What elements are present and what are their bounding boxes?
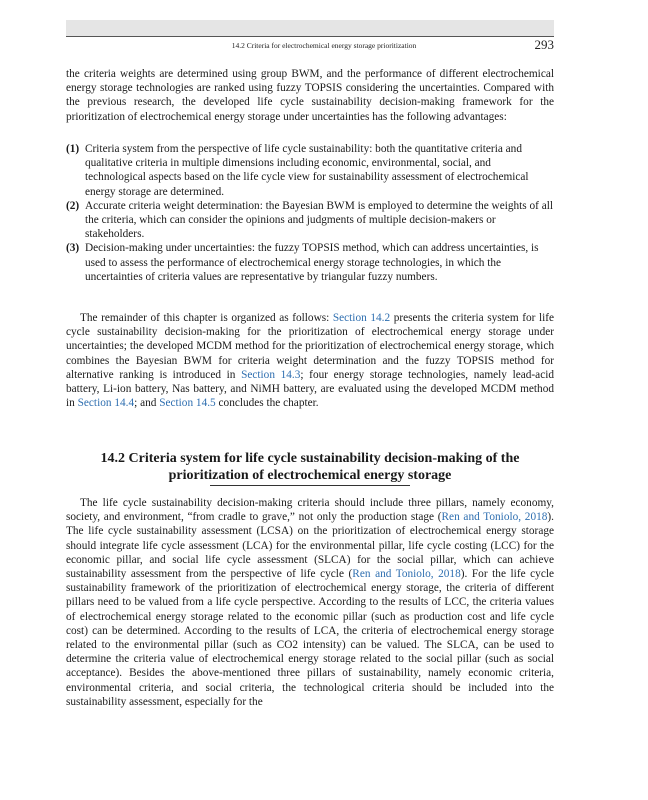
list-item-number: (1) <box>66 143 80 155</box>
list-item-number: (3) <box>66 242 80 255</box>
link-section-14-2[interactable]: Section 14.2 <box>332 312 391 324</box>
list-item <box>66 142 554 199</box>
list-item-number: (2) <box>66 199 80 212</box>
advantages-list <box>66 142 554 284</box>
section-heading-rule <box>210 485 410 486</box>
section-heading: 14.2 Criteria system for life cycle sustainability decision-making of the prioritization of electrochemical energy storage <box>100 451 520 483</box>
page-number: 293 <box>534 37 554 52</box>
link-section-14-4[interactable]: Section 14.4 <box>77 397 135 410</box>
organization-text: The remainder of this chapter is organized as follows: <box>80 312 333 324</box>
link-section-14-3[interactable]: Section 14.3 <box>241 368 301 381</box>
list-item-text: Criteria system from the perspective of life cycle sustainability: both the quantitative criteria and qualitative criteria in multiple dimensions including economic, environmental, social, and technological aspects based on the life cycle view for sustainability assessment of electrochemical energy storage are determined. <box>85 143 529 198</box>
body-text: ). For the life cycle sustainability framework of the prioritization of electrochemical energy storage, the criteria of different pillars need to be valued from a life cycle perspective. According to the results of LCC, the criteria values of electrochemical energy storage related to the economic pillar (such as production cost and life cycle cost) can be determined. According to the results of LCA, the criteria of electrochemical energy storage related to the environmental pillar (such as CO2 intensity) can be valued. The SLCA, can be used to determine the criteria value of electrochemical energy storage related to the social pillar (such as social acceptance). Besides the above-mentioned three pillars of sustainability, namely economic criteria, environmental criteria, and social criteria, the technological criteria should be included into the sustainability assessment, especially for the <box>66 568 554 708</box>
link-section-14-5[interactable]: Section 14.5 <box>159 397 216 410</box>
list-item <box>66 241 554 284</box>
list-item <box>66 199 554 242</box>
citation-link[interactable]: Ren and Toniolo, 2018 <box>441 511 548 524</box>
intro-paragraph: the criteria weights are determined using group BWM, and the performance of different electrochemical energy storage technologies are ranked using fuzzy TOPSIS considering the uncertainties. Compared with the previous research, the developed life cycle sustainability decision-making framework for the prioritization of electrochemical energy storage under uncertainties has the following advantages: <box>66 68 554 123</box>
citation-link[interactable]: Ren and Toniolo, 2018 <box>352 568 461 581</box>
organization-text: ; and <box>134 397 160 410</box>
header-rule <box>66 36 554 37</box>
body-text: The life cycle sustainability decision-making criteria should include three pillars, namely economy, society, and environment, “from cradle to grave,” not only the production stage ( <box>66 497 554 524</box>
running-header-band <box>66 20 554 36</box>
running-header-title: 14.2 Criteria for electrochemical energy storage prioritization <box>231 41 417 50</box>
body-paragraph <box>66 496 554 709</box>
organization-text: presents the criteria system for life cycle sustainability decision-making for the prioritization of electrochemical energy storage under uncertainties; the developed MCDM method for the prioritization of electrochemical energy storage, which combines the Bayesian BWM for criteria weight determination and the fuzzy TOPSIS method for alternative ranking is introduced in <box>66 312 554 381</box>
list-item-text: Decision-making under uncertainties: the fuzzy TOPSIS method, which can address uncertainties, is used to assess the performance of electrochemical energy storage technologies, in which the uncertainties of criteria values are representative by triangular fuzzy numbers. <box>85 242 539 283</box>
organization-text: concludes the chapter. <box>215 397 319 410</box>
list-item-text: Accurate criteria weight determination: the Bayesian BWM is employed to determine the weights of all the criteria, which can consider the opinions and judgments of multiple decision-makers or stakeholders. <box>85 199 554 241</box>
organization-text: ; four energy storage technologies, namely lead-acid battery, Li-ion battery, Nas battery, and NiMH battery, are evaluated using the developed MCDM method in <box>66 368 554 410</box>
organization-paragraph <box>66 311 554 410</box>
body-text: ). The life cycle sustainability assessment (LCSA) on the prioritization of electrochemical energy storage should integrate life cycle assessment (LCA) for the environmental pillar, life cycle costing (LCC) for the economic pillar, and social life cycle assessment (SLCA) for the social pillar, which can achieve sustainability assessment from the perspective of life cycle ( <box>66 511 554 581</box>
